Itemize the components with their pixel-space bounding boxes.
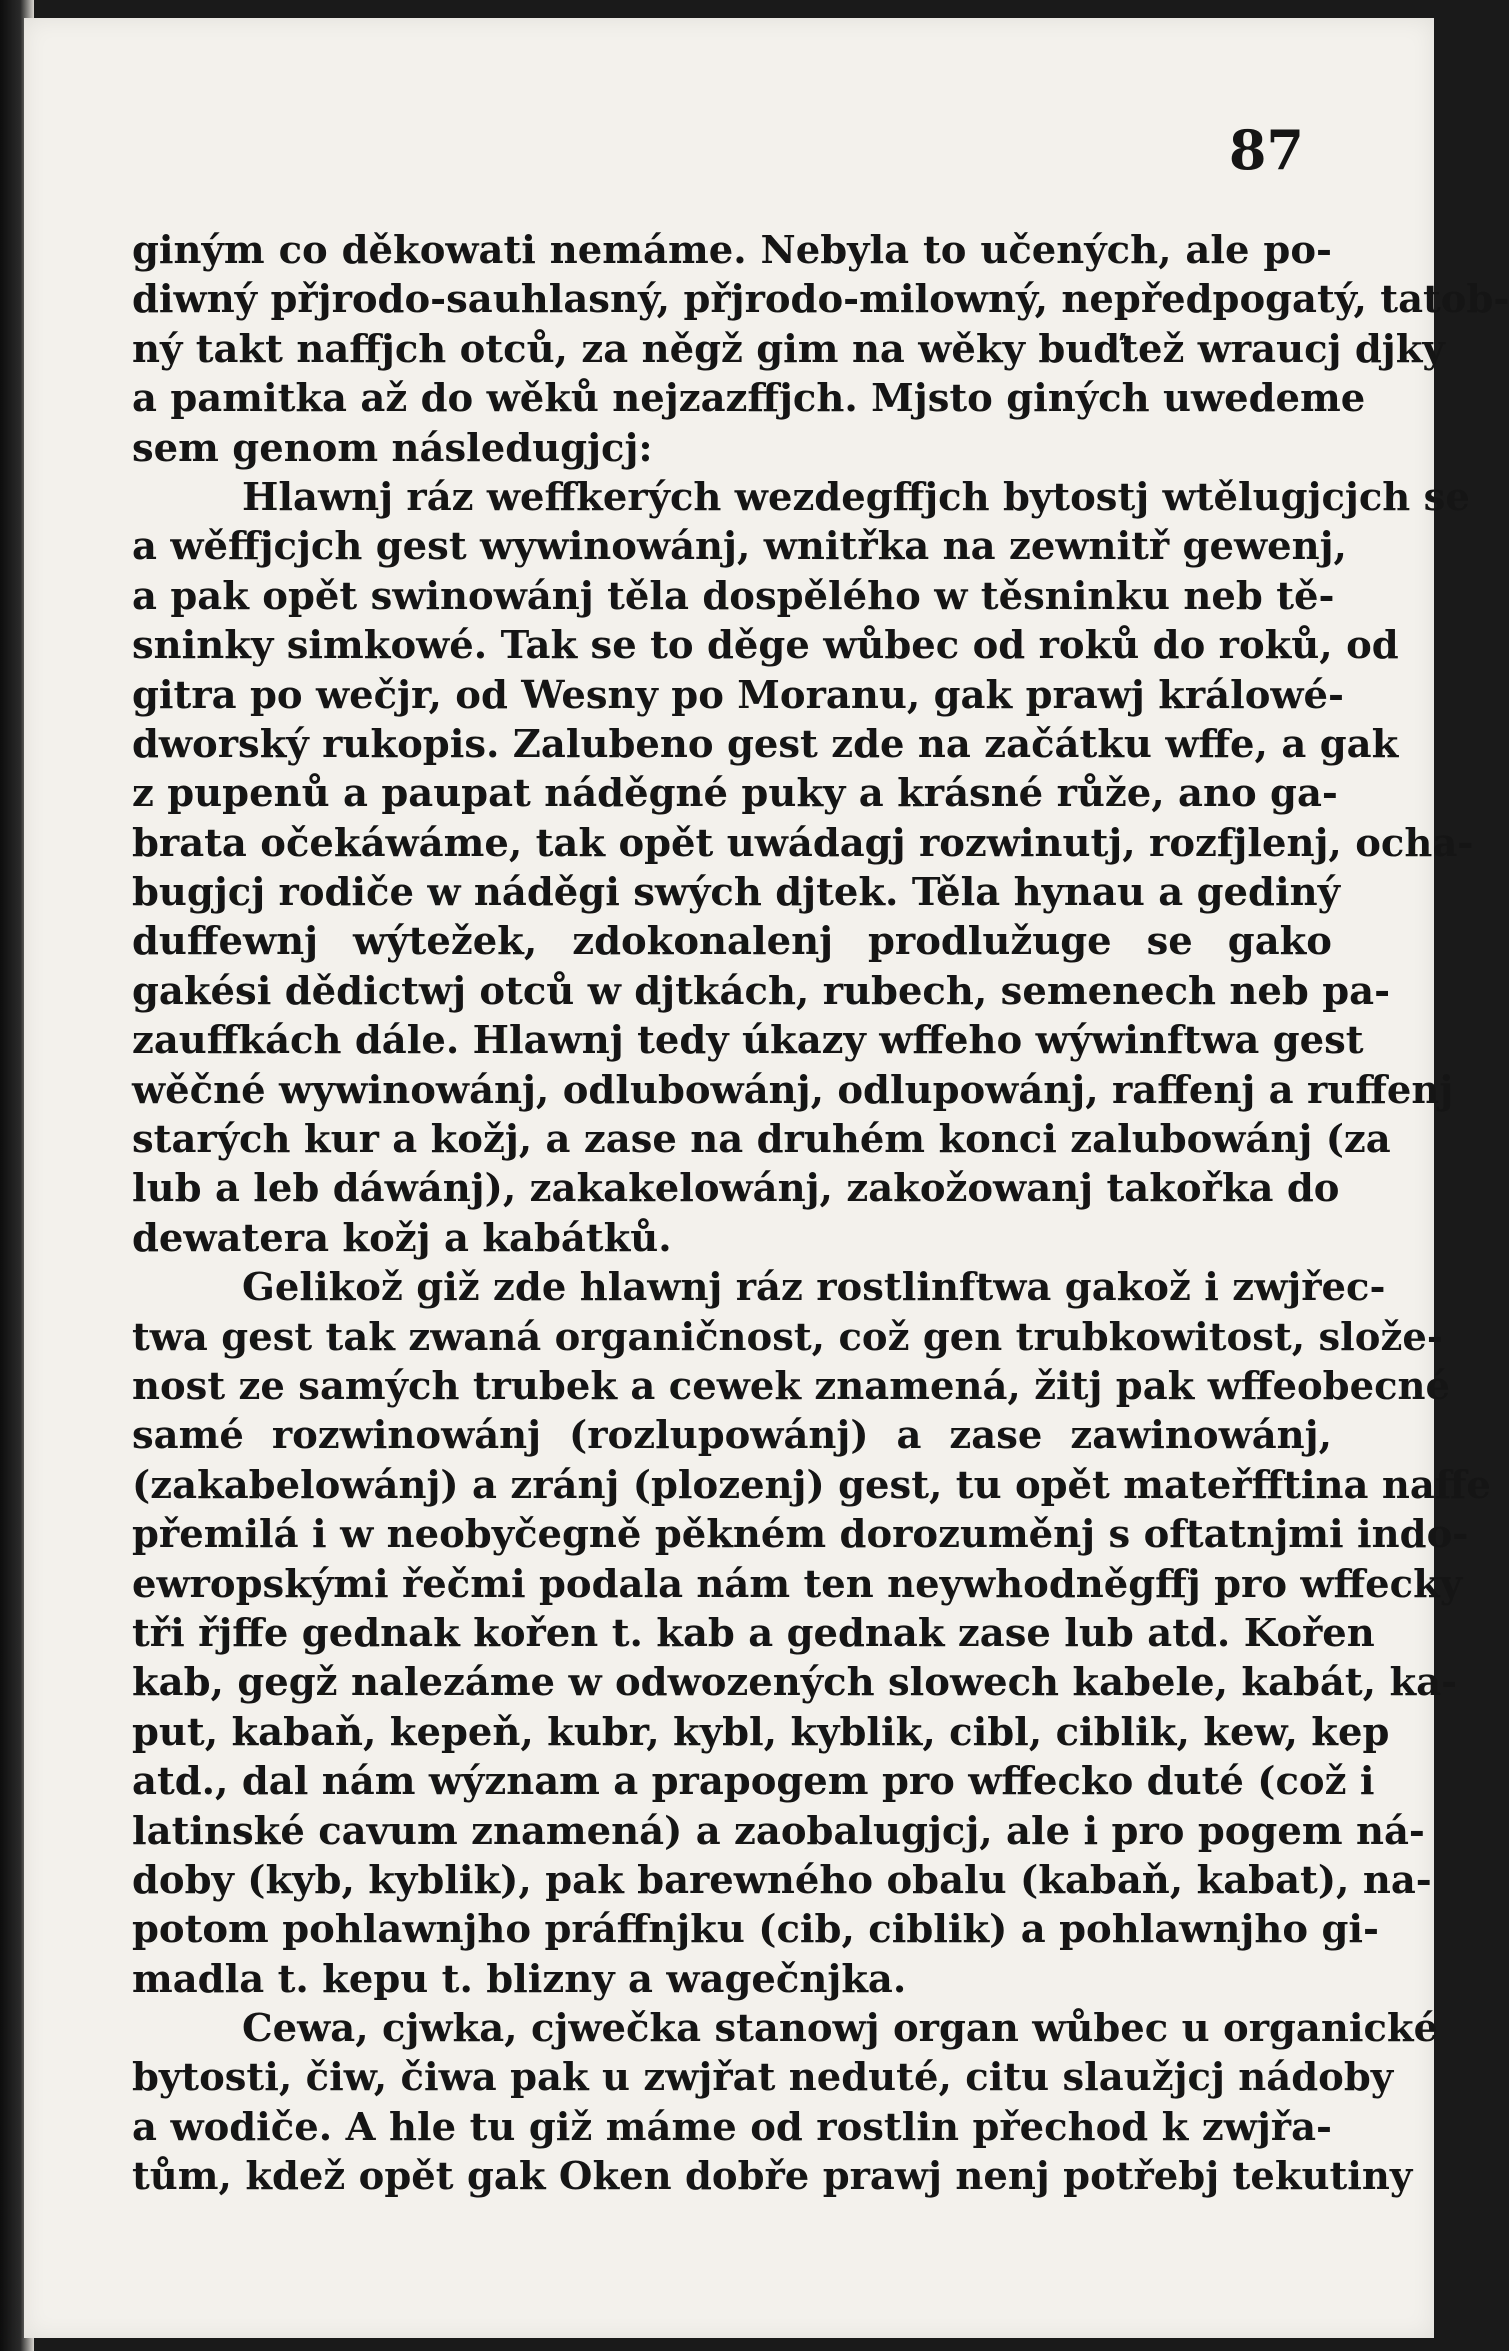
- text-line: put, kabaň, kepeň, kubr, kybl, kyblik, cibl, ciblik, kew, kep: [132, 1709, 1390, 1755]
- text-line: a wodiče. A hle tu giž máme od rostlin přechod k zwjřa-: [132, 2104, 1332, 2150]
- book-page: [24, 18, 1509, 2338]
- text-line: zauffkách dále. Hlawnj tedy úkazy wffeho wýwinftwa gest: [132, 1018, 1364, 1064]
- text-line: tům, kdež opět gak Oken dobře prawj nenj potřebj tekutiny: [132, 2154, 1413, 2200]
- text-line: Cewa, cjwka, cjwečka stanowj organ wůbec u organické: [242, 2006, 1439, 2052]
- text-line: bytosti, čiw, čiwa pak u zwjřat neduté, citu slaužjcj nádoby: [132, 2055, 1394, 2101]
- text-line: a pak opět swinowánj těla dospělého w těsninku neb tě-: [132, 573, 1335, 619]
- text-line: potom pohlawnjho práffnjku (cib, ciblik) a pohlawnjho gi-: [132, 1907, 1379, 1953]
- text-line: z pupenů a paupat náděgné puky a krásné růže, ano ga-: [132, 771, 1338, 817]
- text-line: madla t. kepu t. blizny a wagečnjka.: [132, 1956, 907, 2002]
- text-line: a wěffjcjch gest wywinowánj, wnitřka na zewnitř gewenj,: [132, 524, 1347, 570]
- text-line: giným co děkowati nemáme. Nebyla to učených, ale po-: [132, 228, 1332, 273]
- text-line: brata očekáwáme, tak opět uwádagj rozwinutj, rozfjlenj, ocha-: [132, 820, 1474, 866]
- text-line: Gelikož giž zde hlawnj ráz rostlinftwa gakož i zwjřec-: [242, 1265, 1386, 1311]
- text-line: kab, gegž nalezáme w odwozených slowech kabele, kabát, ka-: [132, 1660, 1458, 1706]
- text-line: diwný přjrodo-sauhlasný, přjrodo-milowný, nepředpogatý, tatob-: [132, 277, 1509, 323]
- text-line: ný takt naffjch otců, za něgž gim na wěky buďtež wraucj djky: [132, 326, 1445, 372]
- text-line: bugjcj rodiče w náděgi swých djtek. Těla hynau a gediný: [132, 870, 1340, 916]
- text-line: atd., dal nám wýznam a prapogem pro wffecko duté (což i: [132, 1759, 1375, 1805]
- text-line: gakési dědictwj otců w djtkách, rubech, semenech neb pa-: [132, 968, 1391, 1014]
- page-number: 87: [1228, 118, 1304, 182]
- text-line: sninky simkowé. Tak se to děge wůbec od roků do roků, od: [132, 623, 1399, 669]
- text-line: dworský rukopis. Zalubeno gest zde na začátku wffe, a gak: [132, 721, 1399, 767]
- text-line: přemilá i w neobyčegně pěkném dorozuměnj s oftatnjmi indo-: [132, 1512, 1469, 1558]
- text-line: wěčné wywinowánj, odlubowánj, odlupowánj, raffenj a ruffenj: [132, 1067, 1454, 1113]
- text-line: starých kur a kožj, a zase na druhém konci zalubowánj (za: [132, 1117, 1391, 1163]
- text-line: tři řjffe gednak kořen t. kab a gednak zase lub atd. Kořen: [132, 1610, 1375, 1656]
- text-line: samé rozwinowánj (rozlupowánj) a zase zawinowánj,: [132, 1413, 1332, 1459]
- text-line: (zakabelowánj) a zránj (plozenj) gest, tu opět mateřfftina naffe: [132, 1462, 1491, 1508]
- text-line: nost ze samých trubek a cewek znamená, žitj pak wffeobecné: [132, 1363, 1451, 1409]
- body-text: [132, 226, 1509, 2202]
- text-line: a pamitka až do wěků nejzazffjch. Mjsto giných uwedeme: [132, 376, 1366, 422]
- text-line: duffewnj wýtežek, zdokonalenj prodlužuge se gako: [132, 919, 1332, 965]
- text-line: twa gest tak zwaná organičnost, což gen trubkowitost, slože-: [132, 1314, 1443, 1360]
- text-line: sem genom následugjcj:: [132, 425, 653, 471]
- text-line: doby (kyb, kyblik), pak barewného obalu (kabaň, kabat), na-: [132, 1857, 1432, 1903]
- text-line: gitra po wečjr, od Wesny po Moranu, gak prawj králowé-: [132, 672, 1345, 718]
- text-line: Hlawnj ráz weffkerých wezdegffjch bytostj wtělugjcjch se: [242, 474, 1470, 520]
- text-line: lub a leb dáwánj), zakakelowánj, zakožowanj takořka do: [132, 1166, 1340, 1212]
- text-line: ewropskými řečmi podala nám ten neywhodněgffj pro wffecky: [132, 1561, 1463, 1607]
- text-line: latinské cavum znamená) a zaobalugjcj, ale i pro pogem ná-: [132, 1808, 1425, 1854]
- text-line: dewatera kožj a kabátků.: [132, 1215, 672, 1261]
